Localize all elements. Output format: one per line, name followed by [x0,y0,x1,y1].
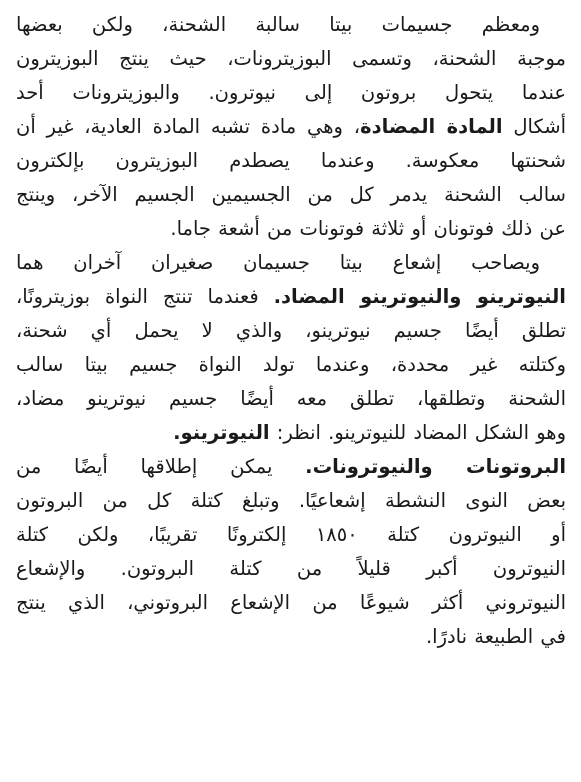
article-page [16,8,566,654]
bold-term: النيوترينو. [173,421,270,444]
text-line: الشحنة وتطلقها، تطلق معه أيضًا جسيم نيوترينو مضاد، [16,387,566,410]
text-line: النيوترون أكبر قليلاً من كتلة البروتون. والإشعاع [16,557,566,580]
text-line: ويصاحب إشعاع بيتا جسيمان صغيران آخران هما [16,251,540,274]
text-line: أو النيوترون كتلة ١٨٥٠ إلكترونًا تقريبًا، ولكن كتلة [16,523,566,546]
text-line: وهو الشكل المضاد للنيوترينو. انظر: النيوترينو. [173,421,566,444]
text-line: أشكال المادة المضادة، وهي مادة تشبه المادة العادية، غير أن [16,115,566,138]
text-line: ومعظم جسيمات بيتا سالبة الشحنة، ولكن بعضها [16,13,540,36]
text-line: شحنتها معكوسة. وعندما يصطدم البوزيترون بإلكترون [16,149,566,172]
text-line: وكتلته غير محددة، وعندما تولد النواة جسيم بيتا سالب [16,353,566,376]
text-line: تطلق أيضًا جسيم نيوترينو، والذي لا يحمل أي شحنة، [16,319,566,342]
bold-term: البروتونات والنيوترونات. [305,455,566,478]
text-line: عندما يتحول بروتون إلى نيوترون. والبوزيترونات أحد [16,81,566,104]
text-line: النيوترينو والنيوترينو المضاد. فعندما تنتج النواة بوزيترونًا، [16,285,566,308]
text-line: النيوتروني أكثر شيوعًا من الإشعاع البروتوني، الذي ينتج [16,591,566,614]
paragraph [16,246,566,450]
text-line: عن ذلك فوتونان أو ثلاثة فوتونات من أشعة جاما. [170,217,566,240]
article-body [16,8,566,654]
text-line: في الطبيعة نادرًا. [425,625,566,648]
bold-term: النيوترينو والنيوترينو المضاد. [273,285,566,308]
text-line: سالب الشحنة يدمر كل من الجسيمين الجسيم الآخر، وينتج [16,183,566,206]
paragraph [16,450,566,654]
bold-term: المادة المضادة [360,115,503,138]
paragraph [16,8,566,246]
text-line: بعض النوى النشطة إشعاعيًا. وتبلغ كتلة كل من البروتون [16,489,566,512]
text-line: البروتونات والنيوترونات. يمكن إطلاقها أيضًا من [16,455,566,478]
text-line: موجبة الشحنة، وتسمى البوزيترونات، حيث ينتج البوزيترون [16,47,566,70]
